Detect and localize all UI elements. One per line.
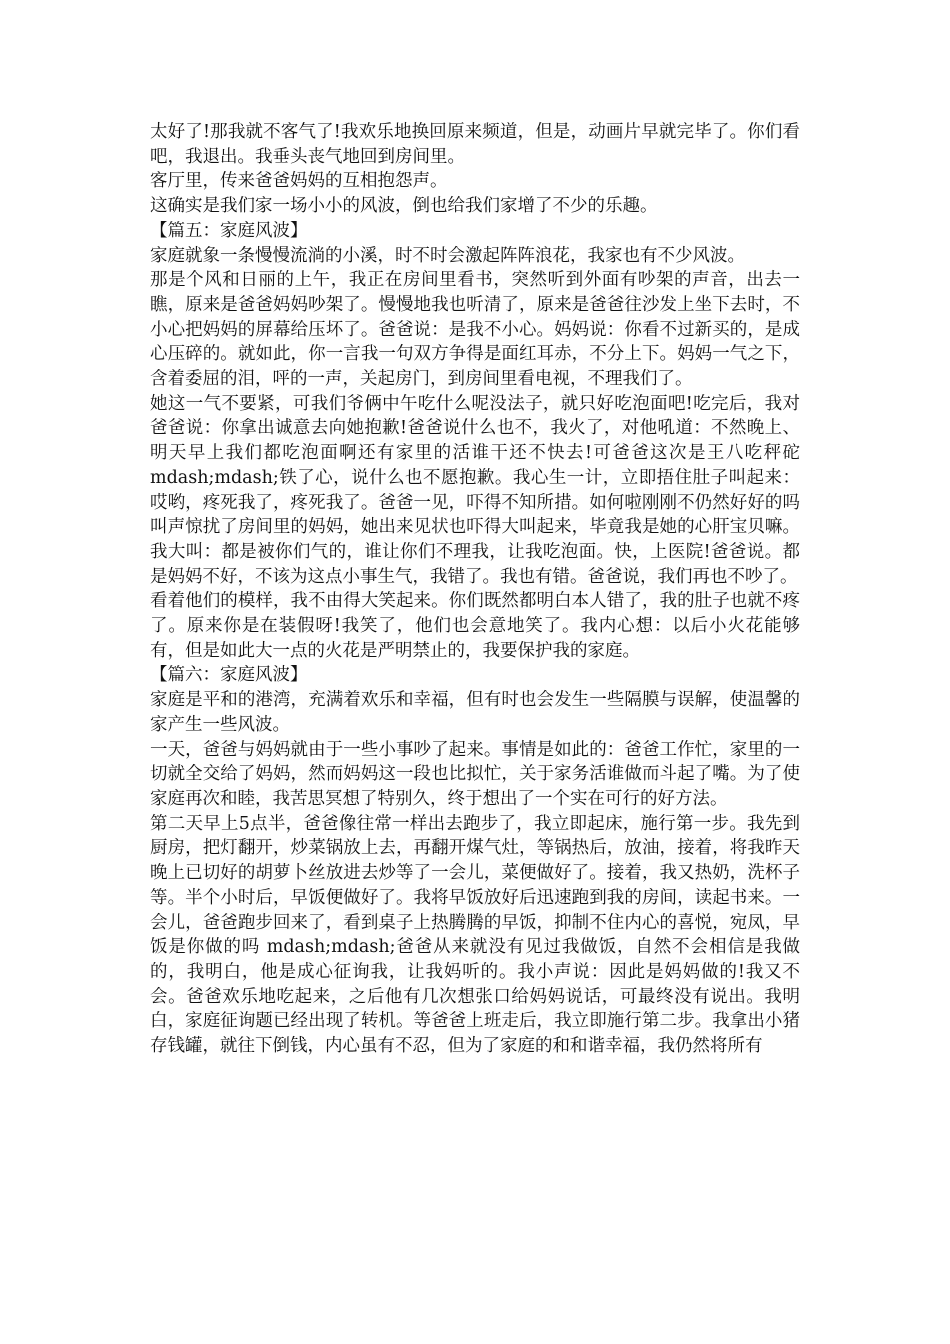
document-page: [150, 120, 800, 1059]
section-heading: 【篇五：家庭风波】: [150, 220, 308, 241]
paragraph: 第二天早上5点半，爸爸像往常一样出去跑步了，我立即起床，施行第一步。我先到厨房，把灯翻开，炒菜锅放上去，再翻开煤气灶，等锅热后，放油，接着，将我昨天晚上已切好的胡萝卜丝放进去炒等了一会儿，菜便做好了。接着，我又热奶，洗杯子等。半个小时后，早饭便做好了。我将早饭放好后迅速跑到我的房间，读起书来。一会儿，爸爸跑步回来了，看到桌子上热腾腾的早饭，抑制不住内心的喜悦，宛凤，早饭是你做的吗 mdash;mdash;爸爸从来就没有见过我做饭，自然不会相信是我做的，我明白，他是成心征询我，让我妈听的。我小声说：因此是妈妈做的!我又不会。爸爸欢乐地吃起来，之后他有几次想张口给妈妈说话，可最终没有说出。我明白，家庭征询题已经出现了转机。等爸爸上班走后，我立即施行第二步。我拿出小猪存钱罐，就往下倒钱，内心虽有不忍，但为了家庭的和和谐幸福，我仍然将所有: [150, 813, 800, 1057]
paragraph: 太好了!那我就不客气了!我欢乐地换回原来频道，但是，动画片早就完毕了。你们看吧，我退出。我垂头丧气地回到房间里。: [150, 122, 800, 167]
section-heading: 【篇六：家庭风波】: [150, 665, 308, 686]
paragraph: 她这一气不要紧，可我们爷俩中午吃什么呢没法子，就只好吃泡面吧!吃完后，我对爸爸说：你拿出诚意去向她抱歉!爸爸说什么也不，我火了，对他吼道：不然晚上、明天早上我们都吃泡面啊还有家里的活谁干还不快去!可爸爸这次是王八吃秤砣 mdash;mdash;铁了心，说什么也不愿抱歉。我心生一计，立即捂住肚子叫起来：哎哟，疼死我了，疼死我了。爸爸一见，吓得不知所措。如何啦刚刚不仍然好好的吗叫声惊扰了房间里的妈妈，她出来见状也吓得大叫起来，毕竟我是她的心肝宝贝嘛。我大叫：都是被你们气的，谁让你们不理我，让我吃泡面。快，上医院!爸爸说。都是妈妈不好，不该为这点小事生气，我错了。我也有错。爸爸说，我们再也不吵了。: [150, 393, 800, 587]
paragraph: 客厅里，传来爸爸妈妈的互相抱怨声。: [150, 171, 448, 192]
paragraph: 这确实是我们家一场小小的风波，倒也给我们家增了不少的乐趣。: [150, 196, 658, 217]
paragraph: 家庭是平和的港湾，充满着欢乐和幸福，但有时也会发生一些隔膜与误解，使温馨的家产生一些风波。: [150, 690, 800, 735]
paragraph: 一天，爸爸与妈妈就由于一些小事吵了起来。事情是如此的：爸爸工作忙，家里的一切就全交给了妈妈，然而妈妈这一段也比拟忙，关于家务活谁做而斗起了嘴。为了使家庭再次和睦，我苦思冥想了特别久，终于想出了一个实在可行的好方法。: [150, 739, 800, 809]
paragraph: 那是个风和日丽的上午，我正在房间里看书，突然听到外面有吵架的声音，出去一瞧，原来是爸爸妈妈吵架了。慢慢地我也听清了，原来是爸爸往沙发上坐下去时，不小心把妈妈的屏幕给压坏了。爸爸说：是我不小心。妈妈说：你看不过新买的，是成心压碎的。就如此，你一言我一句双方争得是面红耳赤，不分上下。妈妈一气之下，含着委屈的泪，呯的一声，关起房门，到房间里看电视，不理我们了。: [150, 270, 800, 390]
paragraph: 家庭就象一条慢慢流淌的小溪，时不时会激起阵阵浪花，我家也有不少风波。: [150, 245, 745, 266]
paragraph: 看着他们的模样，我不由得大笑起来。你们既然都明白本人错了，我的肚子也就不疼了。原来你是在装假呀!我笑了，他们也会意地笑了。我内心想：以后小火花能够有，但是如此大一点的火花是严明禁止的，我要保护我的家庭。: [150, 591, 800, 661]
